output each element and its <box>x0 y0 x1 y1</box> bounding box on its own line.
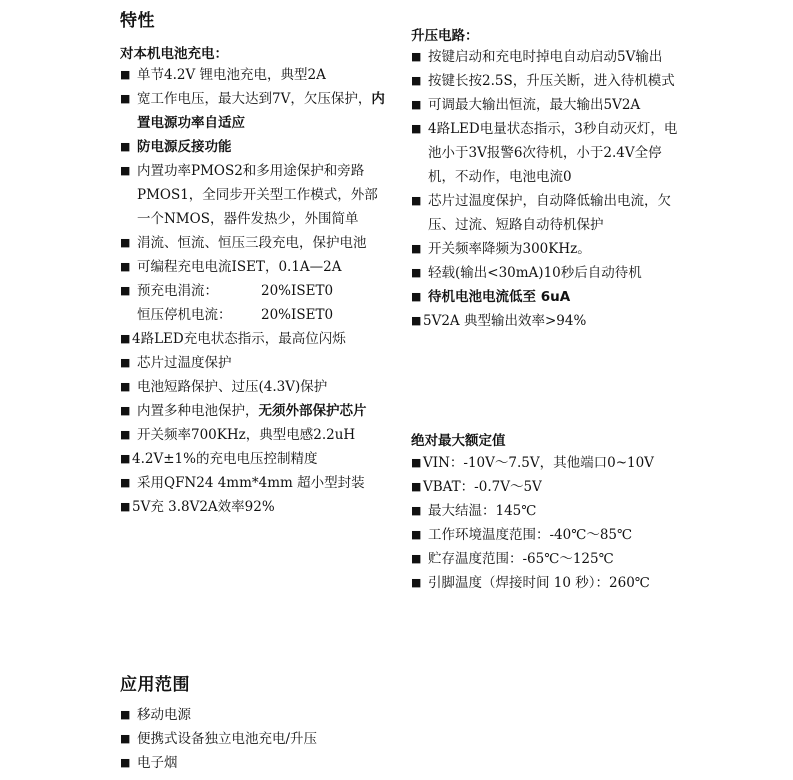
list-item: ■ 电子烟 <box>120 751 388 775</box>
list-item: ■ 5V充 3.8V2A效率92% <box>120 495 388 519</box>
list-item: ■ 宽工作电压，最大达到7V，欠压保护，内置电源功率自适应 <box>120 87 388 135</box>
bullet-icon: ■ <box>120 756 131 769</box>
list-item: ■ 4路LED充电状态指示，最高位闪烁 <box>120 327 388 351</box>
charge-heading: 对本机电池充电： <box>120 46 228 62</box>
list-item: ■ 引脚温度（焊接时间 10 秒）：260℃ <box>411 571 683 595</box>
bullet-icon: ■ <box>411 480 422 493</box>
list-item: ■ 采用QFN24 4mm*4mm 超小型封装 <box>120 471 388 495</box>
bullet-icon: ■ <box>120 732 131 745</box>
bullet-icon: ■ <box>411 74 422 87</box>
list-item: ■ 单节4.2V 锂电池充电，典型2A <box>120 63 388 87</box>
list-item: ■ 4.2V±1%的充电电压控制精度 <box>120 447 388 471</box>
bullet-icon: ■ <box>411 242 422 255</box>
bullet-icon: ■ <box>120 260 131 273</box>
bullet-icon: ■ <box>411 528 422 541</box>
bullet-icon: ■ <box>120 380 131 393</box>
list-item: ■ 5V2A 典型输出效率>94% <box>411 309 683 333</box>
list-item: ■ 4路LED电量状态指示，3秒自动灭灯，电池小于3V报警6次待机，小于2.4V全停机，不动作，电池电流0 <box>411 117 683 189</box>
bullet-icon: ■ <box>120 356 131 369</box>
list-item: ■ 轻载(输出<30mA)10秒后自动待机 <box>411 261 683 285</box>
list-item: ■ 内置多种电池保护，无须外部保护芯片 <box>120 399 388 423</box>
absolute-max-list <box>411 451 683 595</box>
bullet-icon: ■ <box>411 266 422 279</box>
bullet-icon: ■ <box>411 98 422 111</box>
bullet-icon: ■ <box>411 456 422 469</box>
list-item: ■ 开关频率降频为300KHz。 <box>411 237 683 261</box>
feature-list <box>120 63 388 519</box>
bullet-icon: ■ <box>120 428 131 441</box>
bullet-icon: ■ <box>411 290 422 303</box>
list-item: ■ 贮存温度范围：-65℃～125℃ <box>411 547 683 571</box>
list-item <box>120 279 388 327</box>
list-item: ■ 电池短路保护、过压(4.3V)保护 <box>120 375 388 399</box>
application-title: 应用范围 <box>120 675 190 695</box>
boost-list <box>411 45 683 333</box>
list-item: ■ 工作环境温度范围：-40℃～85℃ <box>411 523 683 547</box>
bullet-icon: ■ <box>120 404 131 417</box>
bullet-icon: ■ <box>411 504 422 517</box>
bullet-icon: ■ <box>120 92 131 105</box>
bullet-icon: ■ <box>411 50 422 63</box>
bullet-icon: ■ <box>120 500 131 513</box>
list-item: ■ 芯片过温度保护，自动降低输出电流，欠压、过流、短路自动待机保护 <box>411 189 683 237</box>
precharge-row: 预充电涓流： 20%ISET0 <box>137 283 334 299</box>
features-title: 特性 <box>120 11 155 31</box>
list-item: ■ 芯片过温度保护 <box>120 351 388 375</box>
list-item: ■ 待机电池电流低至 6uA <box>411 285 683 309</box>
list-item: ■ 可调最大输出恒流，最大输出5V2A <box>411 93 683 117</box>
bullet-icon: ■ <box>120 140 131 153</box>
list-item: ■ 按键启动和充电时掉电自动启动5V输出 <box>411 45 683 69</box>
bullet-icon: ■ <box>411 552 422 565</box>
bullet-icon: ■ <box>120 164 131 177</box>
bullet-icon: ■ <box>120 452 131 465</box>
bullet-icon: ■ <box>411 194 422 207</box>
bullet-icon: ■ <box>120 332 131 345</box>
list-item: ■ 防电源反接功能 <box>120 135 388 159</box>
bullet-icon: ■ <box>411 314 422 327</box>
bullet-icon: ■ <box>120 236 131 249</box>
list-item: ■ 移动电源 <box>120 703 388 727</box>
bullet-icon: ■ <box>120 708 131 721</box>
application-list <box>120 703 388 775</box>
list-item: ■ 最大结温：145℃ <box>411 499 683 523</box>
list-item: ■ 开关频率700KHz，典型电感2.2uH <box>120 423 388 447</box>
bullet-icon: ■ <box>411 576 422 589</box>
list-item: ■ 内置功率PMOS2和多用途保护和旁路PMOS1，全同步开关型工作模式，外部一个NMOS，器件发热少，外围简单 <box>120 159 388 231</box>
bullet-icon: ■ <box>411 122 422 135</box>
bullet-icon: ■ <box>120 476 131 489</box>
boost-heading: 升压电路： <box>411 28 479 44</box>
stop-current-row: 恒压停机电流： 20%ISET0 <box>137 307 334 323</box>
list-item: ■ 便携式设备独立电池充电/升压 <box>120 727 388 751</box>
list-item: ■ 涓流、恒流、恒压三段充电，保护电池 <box>120 231 388 255</box>
list-item: ■ VIN：-10V～7.5V，其他端口0~10V <box>411 451 683 475</box>
bullet-icon: ■ <box>120 68 131 81</box>
list-item: ■ 可编程充电电流ISET，0.1A—2A <box>120 255 388 279</box>
absolute-max-heading: 绝对最大额定值 <box>411 433 506 449</box>
list-item: ■ VBAT：-0.7V～5V <box>411 475 683 499</box>
bullet-icon: ■ <box>120 284 131 297</box>
list-item: ■ 按键长按2.5S，升压关断，进入待机模式 <box>411 69 683 93</box>
